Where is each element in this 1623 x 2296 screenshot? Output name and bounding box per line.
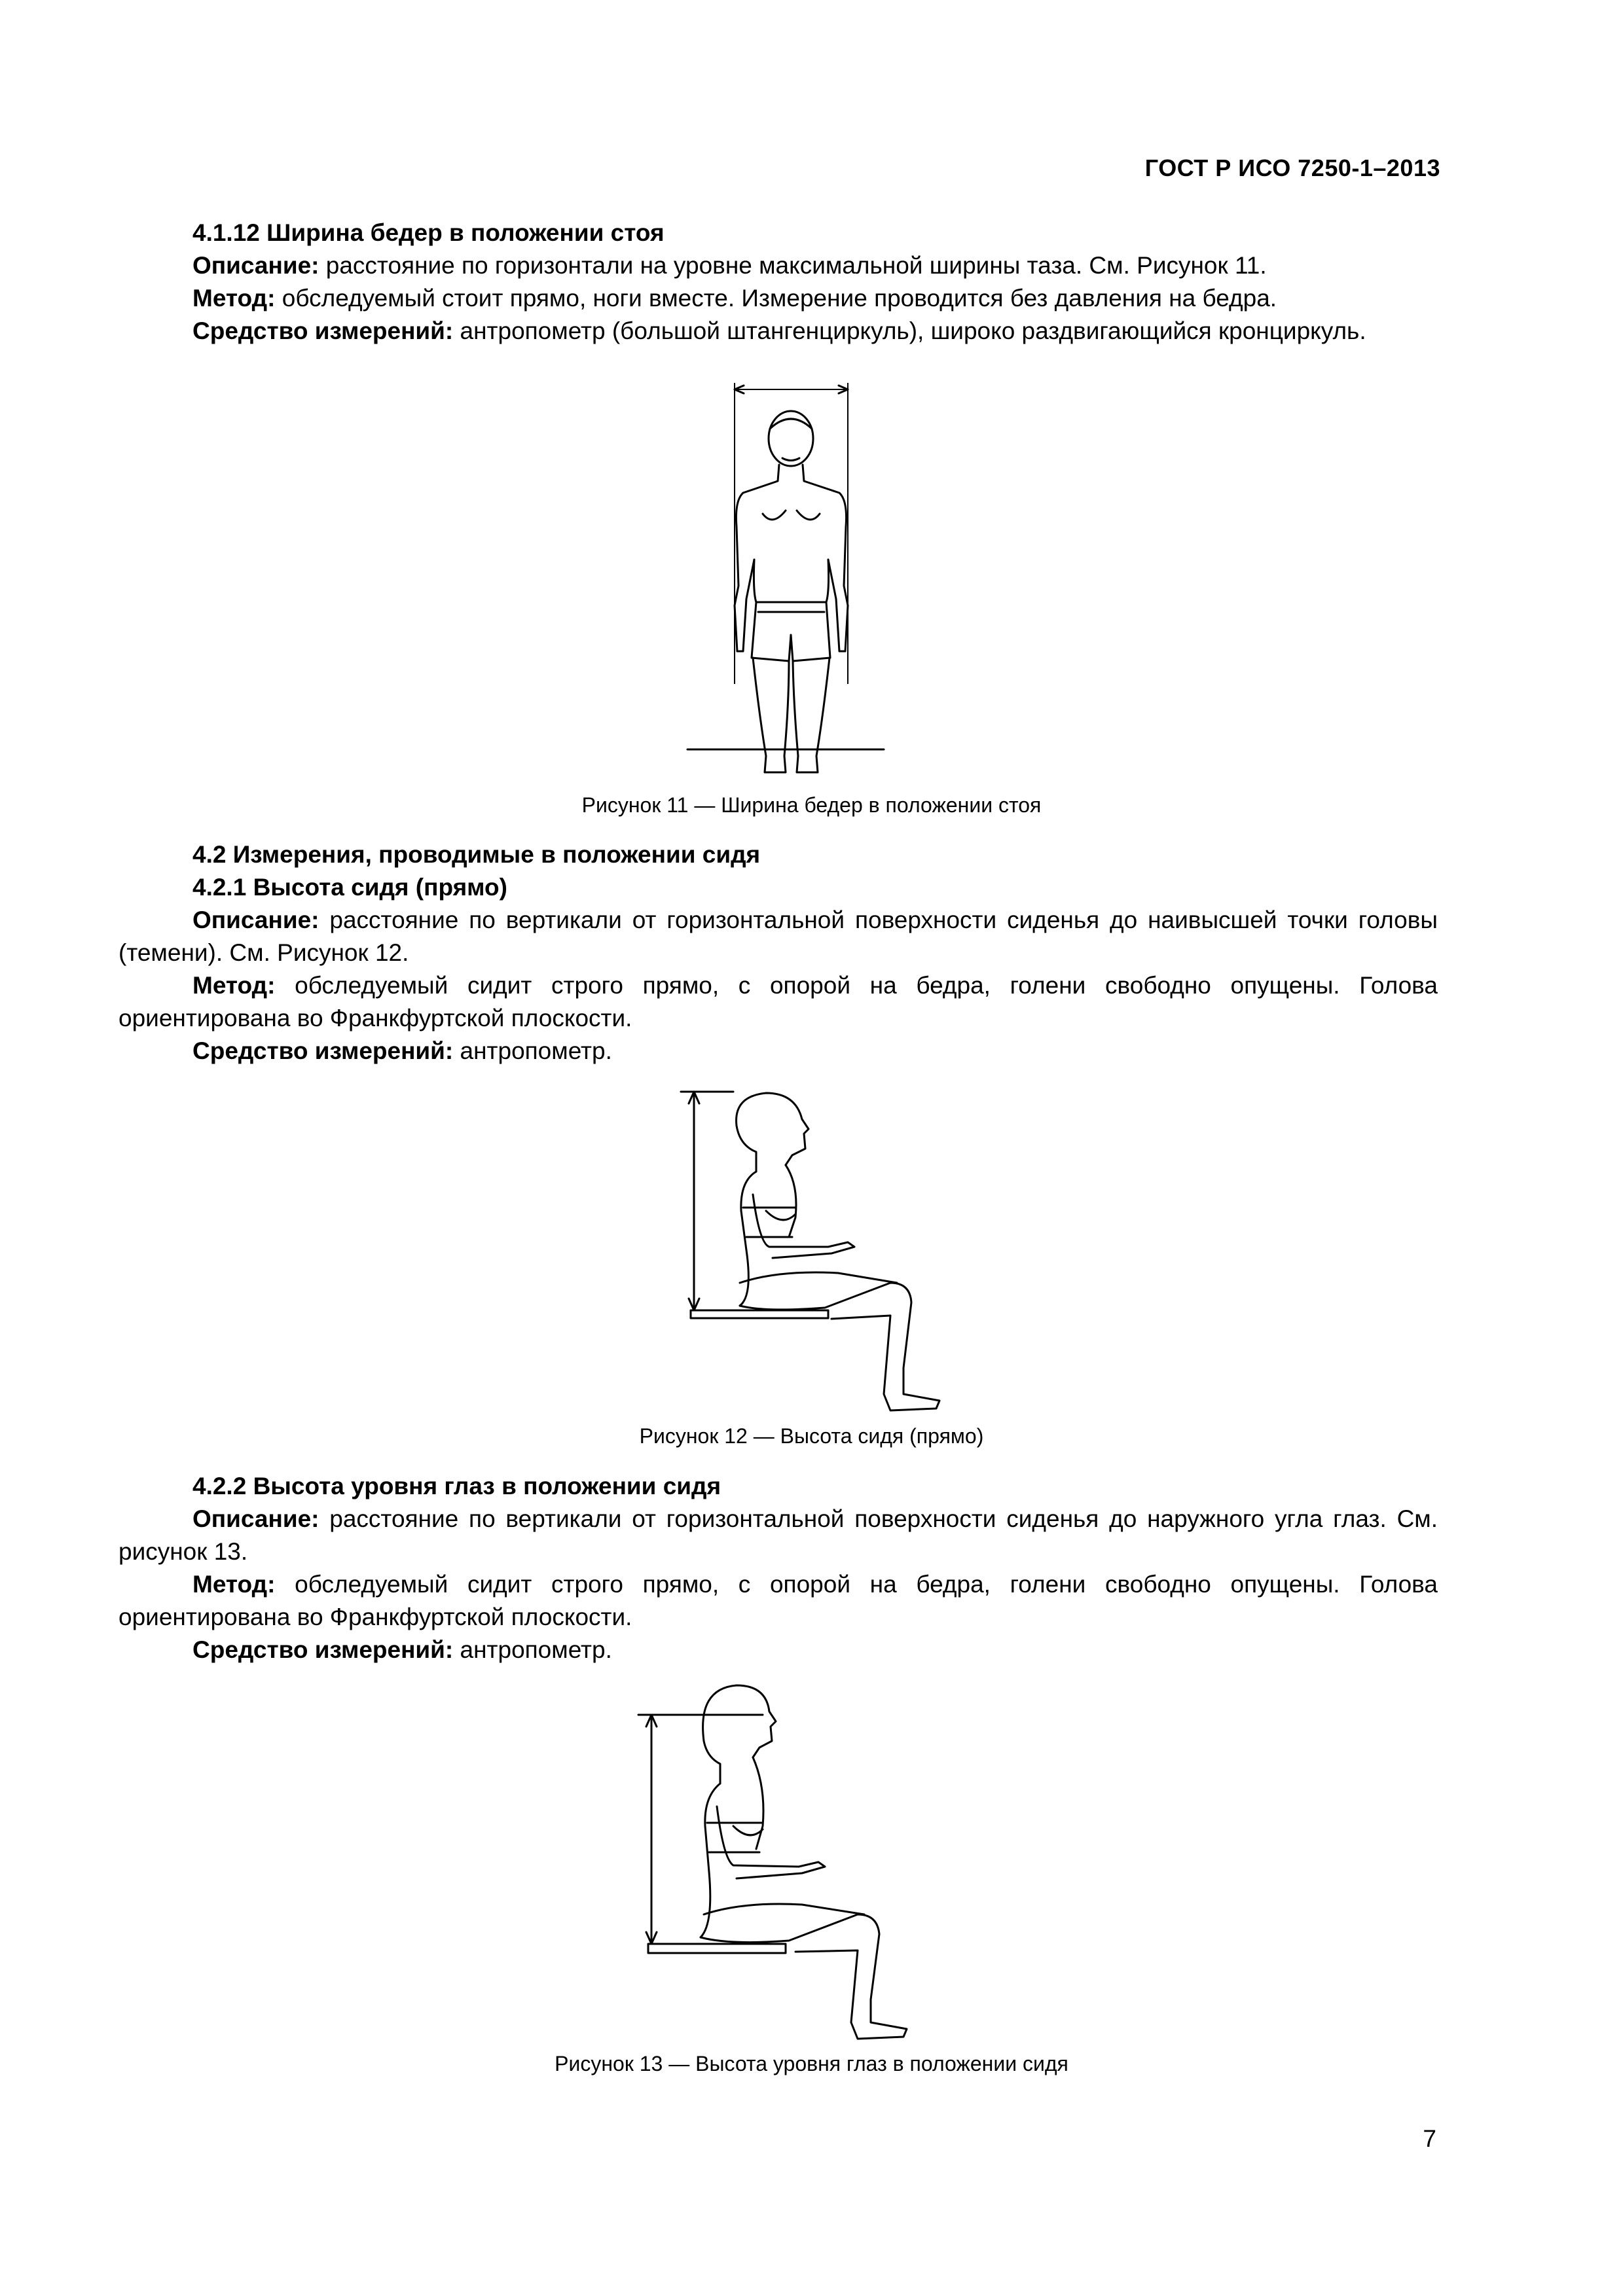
section-4-1-12-method: [119, 282, 1438, 315]
document-header: ГОСТ Р ИСО 7250-1–2013: [1144, 154, 1440, 181]
figure-13-caption: Рисунок 13 — Высота уровня глаз в положении сидя: [555, 2052, 1068, 2075]
description-label: Описание:: [192, 1505, 319, 1532]
figure-12-sitting-height: [674, 1086, 1002, 1427]
section-4-1-12-description: [119, 249, 1438, 282]
section-4-2-1-description: [119, 904, 1438, 969]
method-text: обследуемый сидит строго прямо, с опорой на бедра, голени свободно опущены. Голова ориентирована во Франкфуртской плоскости.: [119, 972, 1438, 1031]
section-4-2-2-tool: [119, 1634, 1438, 1666]
tool-label: Средство измерений:: [192, 317, 454, 344]
section-4-2-2-title: 4.2.2 Высота уровня глаз в положении сидя: [192, 1473, 721, 1499]
figure-13-eye-height-sitting: [632, 1676, 972, 2042]
section-4-2-1-method: [119, 969, 1438, 1035]
method-text: обследуемый стоит прямо, ноги вместе. Измерение проводится без давления на бедра.: [275, 285, 1277, 312]
description-text: расстояние по вертикали от горизонтальной поверхности сиденья до наивысшей точки головы (темени). См. Рисунок 12.: [119, 906, 1438, 966]
section-4-2-1-tool: [119, 1035, 1438, 1067]
description-text: расстояние по вертикали от горизонтальной поверхности сиденья до наружного угла глаз. См. рисунок 13.: [119, 1505, 1438, 1565]
method-label: Метод:: [192, 972, 276, 999]
description-label: Описание:: [192, 252, 319, 279]
description-label: Описание:: [192, 906, 319, 933]
section-4-2-1-title: 4.2.1 Высота сидя (прямо): [192, 874, 507, 901]
tool-text: антропометр.: [453, 1037, 612, 1064]
figure-11-standing-hip-width: [681, 376, 890, 789]
section-4-2-2-method: [119, 1568, 1438, 1634]
section-4-1-12-title: 4.1.12 Ширина бедер в положении стоя: [192, 219, 665, 246]
method-label: Метод:: [192, 285, 276, 312]
tool-label: Средство измерений:: [192, 1636, 454, 1663]
section-4-2-title: 4.2 Измерения, проводимые в положении сидя: [192, 841, 761, 868]
section-4-2-2-description: [119, 1503, 1438, 1568]
figure-11-caption: Рисунок 11 — Ширина бедер в положении стоя: [581, 793, 1042, 817]
method-text: обследуемый сидит строго прямо, с опорой на бедра, голени свободно опущены. Голова ориентирована во Франкфуртской плоскости.: [119, 1571, 1438, 1630]
tool-label: Средство измерений:: [192, 1037, 454, 1064]
tool-text: антропометр.: [453, 1636, 612, 1663]
section-4-1-12-tool: [119, 315, 1438, 348]
description-text: расстояние по горизонтали на уровне максимальной ширины таза. См. Рисунок 11.: [319, 252, 1267, 279]
figure-12-caption: Рисунок 12 — Высота сидя (прямо): [639, 1424, 984, 1448]
method-label: Метод:: [192, 1571, 276, 1598]
page-number: 7: [1423, 2125, 1436, 2152]
tool-text: антропометр (большой штангенциркуль), широко раздвигающийся кронциркуль.: [453, 317, 1366, 344]
